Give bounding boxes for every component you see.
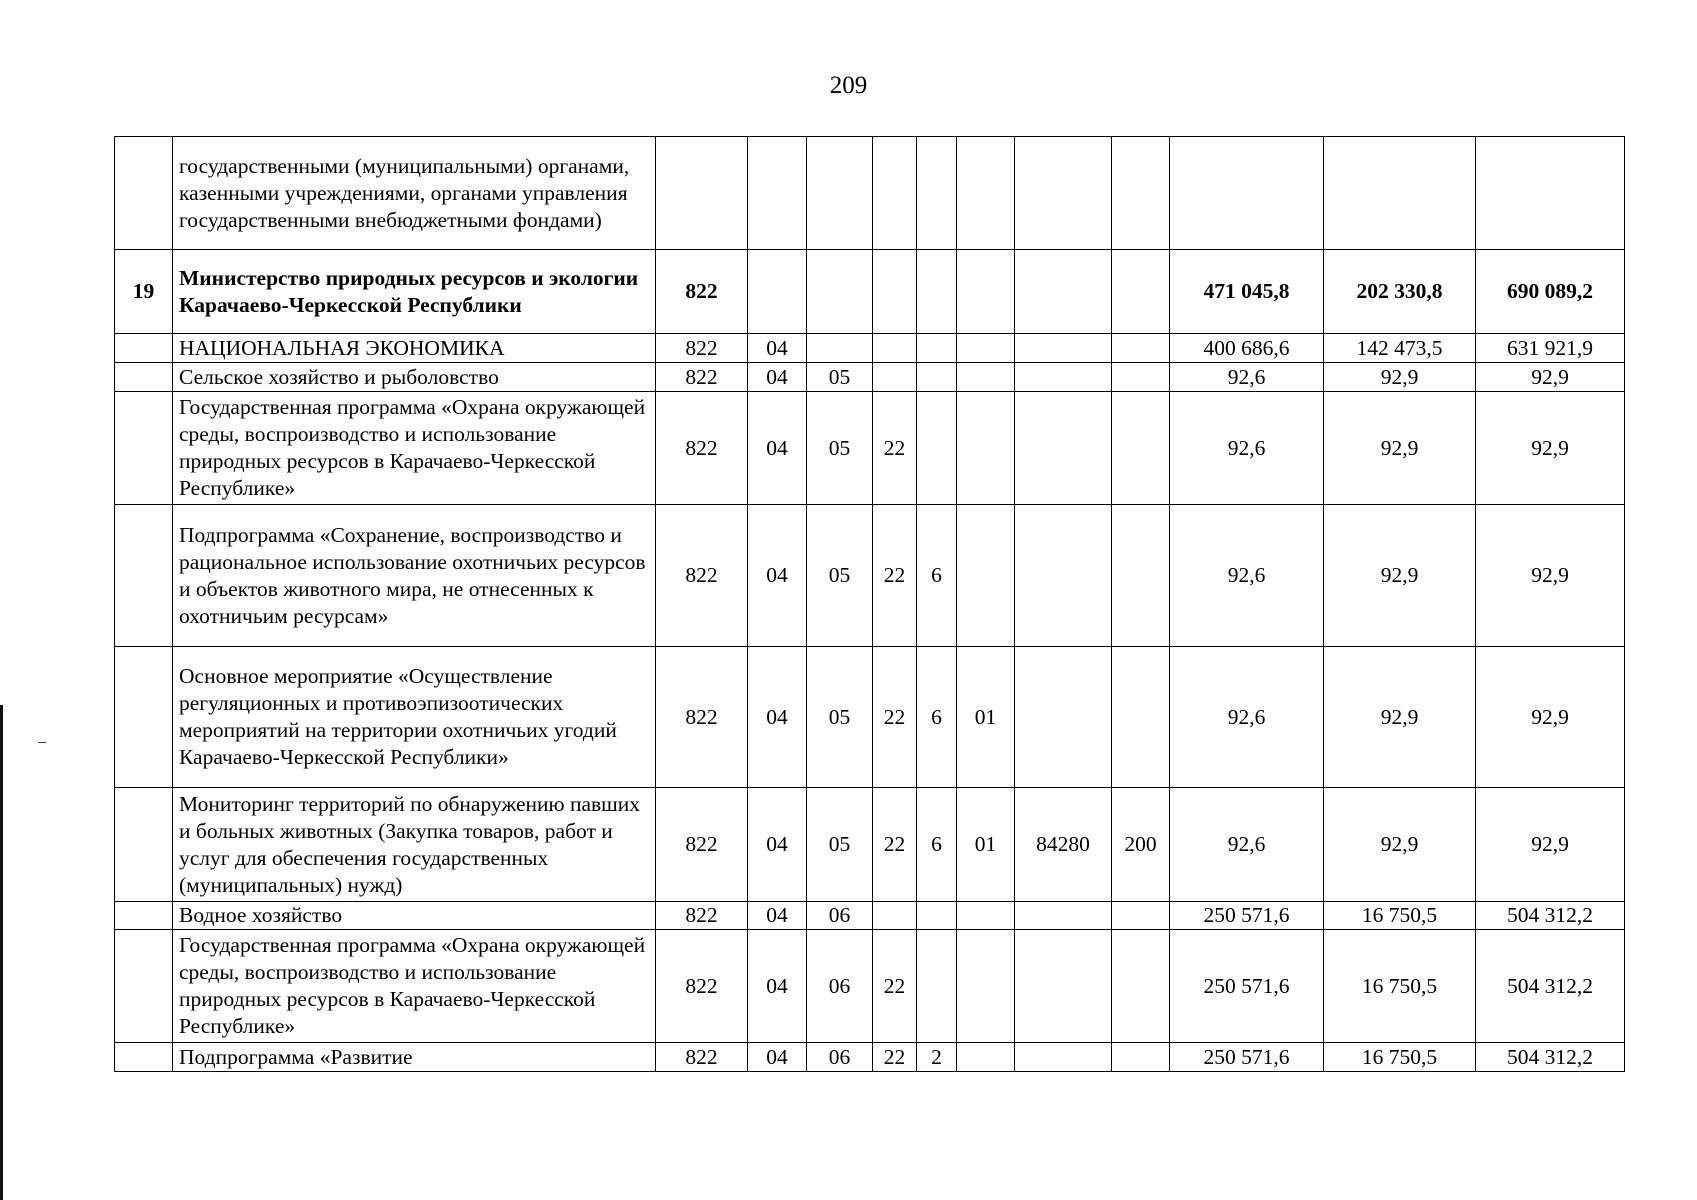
code-direction (1015, 902, 1112, 930)
row-number (115, 137, 173, 250)
table-row (115, 392, 1625, 505)
code-ministry: 822 (656, 902, 748, 930)
code-subsection: 06 (807, 902, 873, 930)
code-section: 04 (748, 902, 807, 930)
code-program (873, 334, 917, 363)
amount-3: 92,9 (1476, 788, 1625, 902)
amount-1: 92,6 (1170, 505, 1324, 647)
amount-3: 92,9 (1476, 505, 1625, 647)
code-expense-type (1112, 250, 1170, 334)
table-row (115, 647, 1625, 788)
code-direction (1015, 1043, 1112, 1072)
code-expense-type (1112, 902, 1170, 930)
code-subprogram (917, 137, 957, 250)
code-event (957, 1043, 1015, 1072)
code-section: 04 (748, 505, 807, 647)
code-expense-type (1112, 505, 1170, 647)
code-subsection: 05 (807, 647, 873, 788)
amount-1: 400 686,6 (1170, 334, 1324, 363)
code-subsection (807, 250, 873, 334)
code-subprogram: 6 (917, 505, 957, 647)
code-subprogram (917, 334, 957, 363)
code-program: 22 (873, 392, 917, 505)
code-event (957, 505, 1015, 647)
row-number (115, 392, 173, 505)
amount-1: 250 571,6 (1170, 1043, 1324, 1072)
amount-1: 92,6 (1170, 788, 1324, 902)
code-subprogram: 2 (917, 1043, 957, 1072)
code-expense-type (1112, 930, 1170, 1043)
code-subsection: 05 (807, 363, 873, 392)
code-program (873, 250, 917, 334)
code-direction (1015, 647, 1112, 788)
code-ministry: 822 (656, 647, 748, 788)
code-expense-type (1112, 363, 1170, 392)
code-section: 04 (748, 788, 807, 902)
row-name: Подпрограмма «Сохранение, воспроизводство и рациональное использование охотничьих ресурсов и объектов животного мира, не отнесенных к охотничьим ресурсам» (173, 505, 656, 647)
code-program: 22 (873, 1043, 917, 1072)
amount-2: 92,9 (1324, 363, 1476, 392)
code-event: 01 (957, 647, 1015, 788)
amount-2: 92,9 (1324, 647, 1476, 788)
table-row (115, 334, 1625, 363)
code-event (957, 334, 1015, 363)
row-number (115, 902, 173, 930)
code-program: 22 (873, 930, 917, 1043)
code-program: 22 (873, 788, 917, 902)
amount-2: 16 750,5 (1324, 930, 1476, 1043)
code-ministry: 822 (656, 505, 748, 647)
code-expense-type (1112, 1043, 1170, 1072)
code-subsection: 05 (807, 505, 873, 647)
scan-mark (38, 742, 46, 743)
amount-1 (1170, 137, 1324, 250)
code-subprogram (917, 250, 957, 334)
row-number (115, 647, 173, 788)
code-event (957, 930, 1015, 1043)
code-subprogram (917, 392, 957, 505)
code-subprogram (917, 930, 957, 1043)
amount-2: 92,9 (1324, 392, 1476, 505)
code-direction: 84280 (1015, 788, 1112, 902)
table-row (115, 930, 1625, 1043)
amount-2: 142 473,5 (1324, 334, 1476, 363)
budget-table (114, 136, 1625, 1072)
code-event (957, 392, 1015, 505)
code-direction (1015, 137, 1112, 250)
amount-3: 631 921,9 (1476, 334, 1625, 363)
scan-edge-line (0, 705, 3, 1200)
row-name: Основное мероприятие «Осуществление регуляционных и противоэпизоотических мероприятий на территории охотничьих угодий Карачаево-Черкесской Республики» (173, 647, 656, 788)
row-number (115, 1043, 173, 1072)
code-subsection: 05 (807, 392, 873, 505)
code-program (873, 363, 917, 392)
code-direction (1015, 334, 1112, 363)
amount-2: 92,9 (1324, 788, 1476, 902)
amount-3: 92,9 (1476, 363, 1625, 392)
code-ministry: 822 (656, 392, 748, 505)
code-direction (1015, 930, 1112, 1043)
row-name: НАЦИОНАЛЬНАЯ ЭКОНОМИКА (173, 334, 656, 363)
row-name: Подпрограмма «Развитие (173, 1043, 656, 1072)
row-number (115, 363, 173, 392)
code-section: 04 (748, 363, 807, 392)
code-expense-type (1112, 392, 1170, 505)
amount-3: 504 312,2 (1476, 1043, 1625, 1072)
code-subsection: 06 (807, 930, 873, 1043)
amount-2: 16 750,5 (1324, 1043, 1476, 1072)
table-row (115, 902, 1625, 930)
code-section: 04 (748, 1043, 807, 1072)
code-subsection (807, 334, 873, 363)
code-subprogram: 6 (917, 788, 957, 902)
code-section: 04 (748, 647, 807, 788)
code-program: 22 (873, 505, 917, 647)
row-name: Водное хозяйство (173, 902, 656, 930)
amount-3: 504 312,2 (1476, 902, 1625, 930)
code-ministry: 822 (656, 334, 748, 363)
amount-1: 250 571,6 (1170, 902, 1324, 930)
amount-1: 92,6 (1170, 392, 1324, 505)
code-event (957, 902, 1015, 930)
row-name: Государственная программа «Охрана окружающей среды, воспроизводство и использование природных ресурсов в Карачаево-Черкесской Республике» (173, 930, 656, 1043)
code-event (957, 250, 1015, 334)
code-section: 04 (748, 392, 807, 505)
amount-3: 690 089,2 (1476, 250, 1625, 334)
row-name: Министерство природных ресурсов и экологии Карачаево-Черкесской Республики (173, 250, 656, 334)
table-row (115, 788, 1625, 902)
code-event (957, 137, 1015, 250)
code-direction (1015, 505, 1112, 647)
code-section: 04 (748, 930, 807, 1043)
amount-1: 92,6 (1170, 363, 1324, 392)
code-event (957, 363, 1015, 392)
table-row (115, 505, 1625, 647)
row-number: 19 (115, 250, 173, 334)
amount-2: 16 750,5 (1324, 902, 1476, 930)
amount-3: 92,9 (1476, 392, 1625, 505)
code-ministry: 822 (656, 250, 748, 334)
table-row (115, 137, 1625, 250)
code-direction (1015, 250, 1112, 334)
code-subprogram: 6 (917, 647, 957, 788)
row-name: Сельское хозяйство и рыболовство (173, 363, 656, 392)
code-subprogram (917, 363, 957, 392)
amount-2: 92,9 (1324, 505, 1476, 647)
amount-3: 92,9 (1476, 647, 1625, 788)
code-direction (1015, 392, 1112, 505)
code-section: 04 (748, 334, 807, 363)
amount-1: 250 571,6 (1170, 930, 1324, 1043)
table-row (115, 363, 1625, 392)
amount-3 (1476, 137, 1625, 250)
code-expense-type (1112, 137, 1170, 250)
row-name: Мониторинг территорий по обнаружению павших и больных животных (Закупка товаров, работ и услуг для обеспечения государственных (муниципальных) нужд) (173, 788, 656, 902)
amount-1: 92,6 (1170, 647, 1324, 788)
code-ministry: 822 (656, 930, 748, 1043)
code-expense-type (1112, 647, 1170, 788)
code-subsection: 05 (807, 788, 873, 902)
code-expense-type (1112, 334, 1170, 363)
code-subprogram (917, 902, 957, 930)
code-program (873, 902, 917, 930)
code-ministry: 822 (656, 788, 748, 902)
row-number (115, 505, 173, 647)
amount-2: 202 330,8 (1324, 250, 1476, 334)
code-subsection (807, 137, 873, 250)
amount-3: 504 312,2 (1476, 930, 1625, 1043)
row-number (115, 788, 173, 902)
code-expense-type: 200 (1112, 788, 1170, 902)
code-ministry (656, 137, 748, 250)
row-number (115, 334, 173, 363)
code-program: 22 (873, 647, 917, 788)
code-program (873, 137, 917, 250)
code-ministry: 822 (656, 363, 748, 392)
row-name: Государственная программа «Охрана окружающей среды, воспроизводство и использование природных ресурсов в Карачаево-Черкесской Республике» (173, 392, 656, 505)
row-name: государственными (муниципальными) органами, казенными учреждениями, органами управления государственными внебюджетными фондами) (173, 137, 656, 250)
code-section (748, 137, 807, 250)
code-section (748, 250, 807, 334)
amount-2 (1324, 137, 1476, 250)
code-ministry: 822 (656, 1043, 748, 1072)
table-row (115, 250, 1625, 334)
page-number: 209 (829, 72, 868, 99)
code-subsection: 06 (807, 1043, 873, 1072)
table-row (115, 1043, 1625, 1072)
code-event: 01 (957, 788, 1015, 902)
amount-1: 471 045,8 (1170, 250, 1324, 334)
code-direction (1015, 363, 1112, 392)
row-number (115, 930, 173, 1043)
